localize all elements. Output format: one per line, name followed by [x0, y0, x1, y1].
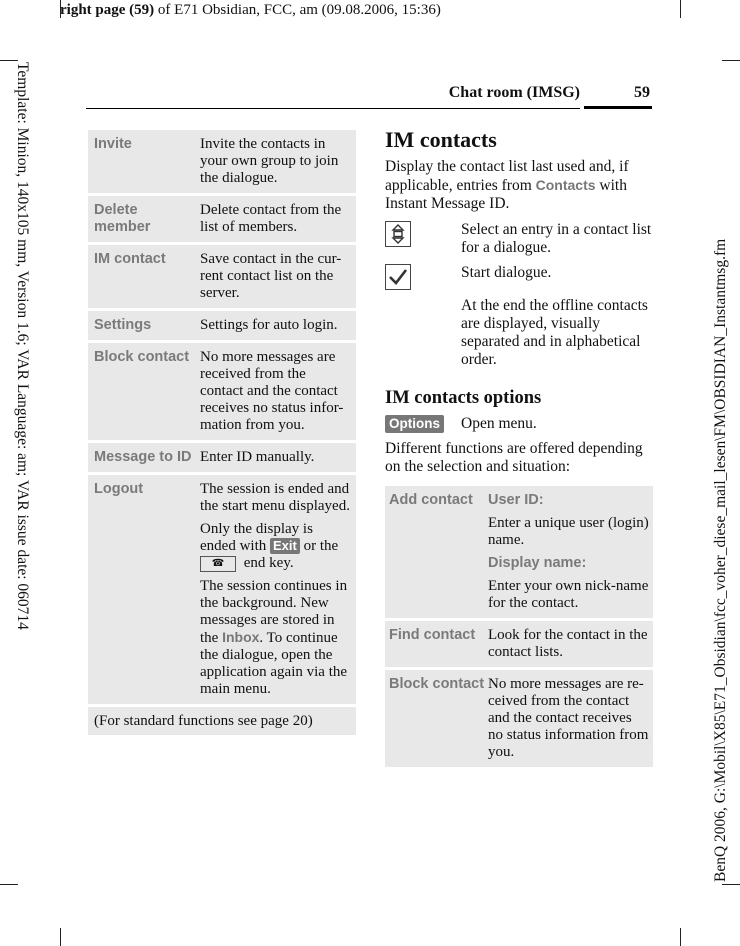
option-term: Message to ID: [94, 449, 192, 465]
crop-mark: [680, 928, 681, 946]
header-rule: [86, 108, 580, 109]
table-row: [88, 343, 356, 440]
checkmark-key-icon: [385, 264, 411, 290]
option-term: Block contact: [94, 349, 190, 365]
subsection-heading: IM contacts options: [385, 388, 542, 408]
crop-mark: [60, 928, 61, 946]
option-desc: Save contact in the cur-rent contact list on the server.: [200, 251, 342, 301]
option-desc: No more messages are re-ceived from the contact and the contact receives no status information from you.: [488, 676, 649, 760]
user-id-label: User ID:: [488, 492, 544, 508]
start-instruction: Start dialogue.: [461, 264, 552, 281]
option-desc: Delete contact from the list of members.: [200, 202, 342, 235]
logout-background-desc: The session continues in the background. New messages are stored in the Inbox. To continue the dialogue, open the application again via the main menu.: [200, 578, 348, 697]
logout-exit-desc: Only the display is ended with Exit or the ☎ end key.: [200, 521, 339, 571]
table-row: [385, 670, 653, 767]
print-info-line: [60, 2, 441, 19]
im-contacts-section: [385, 128, 653, 770]
option-term: IM contact: [94, 251, 166, 267]
option-term: Logout: [94, 481, 144, 497]
page-number: 59: [634, 84, 650, 101]
table-row: [88, 130, 356, 193]
option-desc: Settings for auto login.: [200, 317, 338, 333]
option-desc: Enter ID manually.: [200, 449, 315, 465]
crop-mark: [680, 0, 681, 18]
offline-note: At the end the offline contacts are displayed, visually separated and in alphabetical order.: [461, 297, 648, 368]
table-row: [385, 486, 653, 618]
print-info-rest: of E71 Obsidian, FCC, am (09.08.2006, 15:36): [154, 2, 441, 18]
option-term: Block contact: [389, 676, 485, 692]
crop-mark: [0, 60, 18, 61]
options-softkey: Options: [385, 415, 444, 433]
footnote: (For standard functions see page 20): [88, 707, 356, 735]
intro-paragraph: Display the contact list last used and, if applicable, entries from Contacts with Instant Message ID.: [385, 158, 629, 212]
navigation-key-icon: [385, 221, 411, 247]
exit-softkey: Exit: [270, 538, 300, 554]
contacts-label: Contacts: [535, 177, 596, 193]
display-name-desc: Enter your own nick-name for the contact.: [488, 578, 649, 611]
section-title: Chat room (IMSG): [448, 84, 580, 101]
template-side-text: Template: Minion, 140x105 mm, Version 1.6; VAR Language: am; VAR issue date: 060714: [14, 62, 31, 630]
page-header: [86, 84, 652, 108]
contact-options-table: [385, 486, 653, 767]
option-desc: Invite the contacts in your own group to join the dialogue.: [200, 136, 339, 186]
option-term: Find contact: [389, 627, 476, 643]
logout-desc: The session is ended and the start menu displayed.: [200, 481, 350, 514]
functions-paragraph: Different functions are offered depending on the selection and situation:: [385, 440, 643, 475]
table-row: [88, 443, 356, 472]
open-menu-text: Open menu.: [461, 415, 537, 432]
header-rule-bold: [584, 106, 652, 109]
option-term: Settings: [94, 317, 152, 333]
table-row: [88, 196, 356, 242]
crop-mark: [0, 884, 18, 885]
key-instruction: [385, 297, 653, 369]
crop-mark: [722, 60, 740, 61]
display-name-label: Display name:: [488, 555, 587, 571]
key-instruction: [385, 264, 653, 290]
table-row: [385, 621, 653, 667]
end-key-icon: ☎: [200, 556, 236, 572]
print-info-bold: right page (59): [60, 2, 155, 18]
key-instruction: [385, 221, 653, 257]
table-row: [88, 311, 356, 340]
key-instruction: [385, 415, 653, 433]
user-id-desc: Enter a unique user (login) name.: [488, 515, 649, 548]
option-term: Delete member: [94, 202, 151, 235]
option-term: Add contact: [389, 492, 473, 508]
option-desc: No more messages are received from the contact and the contact receives no status infor-mation from you.: [200, 349, 344, 433]
table-row: [88, 245, 356, 308]
select-instruction: Select an entry in a contact list for a dialogue.: [461, 221, 652, 256]
option-term: Invite: [94, 136, 132, 152]
menu-options-table: [88, 130, 356, 735]
table-row: [88, 475, 356, 704]
section-heading: IM contacts: [385, 127, 497, 152]
crop-mark: [722, 884, 740, 885]
inbox-label: Inbox: [222, 629, 260, 645]
option-desc: Look for the contact in the contact lists.: [488, 627, 648, 660]
file-path-side-text: BenQ 2006, G:\Mobil\X85\E71_Obsidian\fcc_voher_diese_mail_lesen\FM\OBSIDIAN_Instantmsg.fm: [712, 238, 729, 882]
